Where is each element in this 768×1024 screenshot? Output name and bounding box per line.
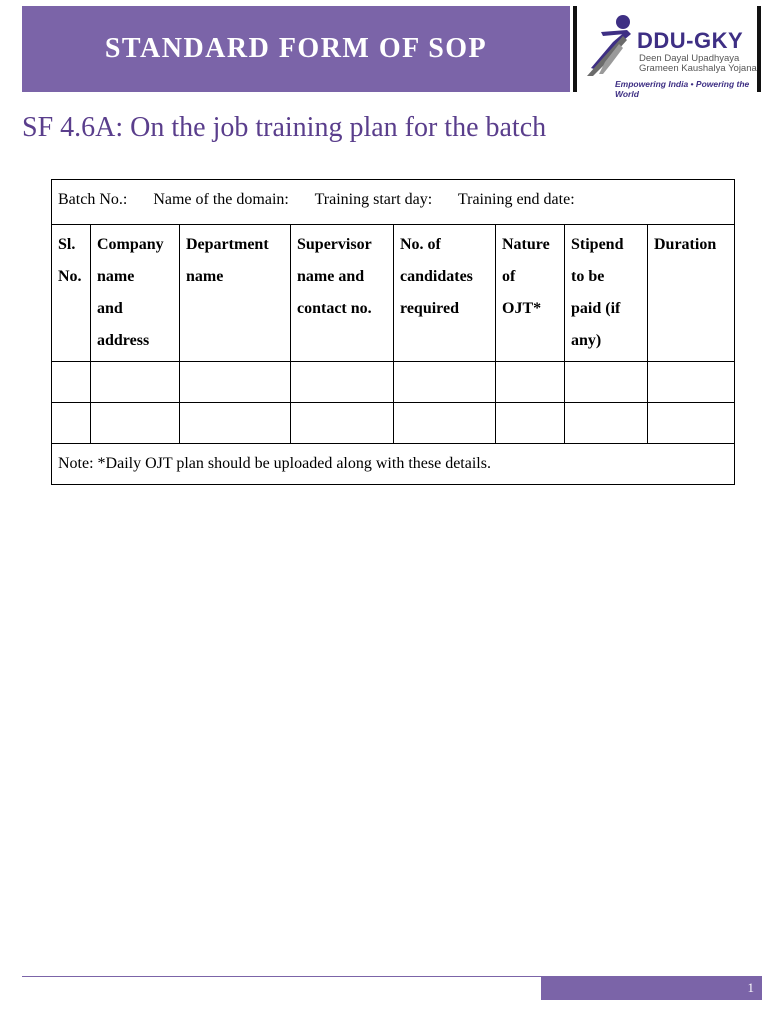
header-row [52, 225, 735, 362]
table-cell[interactable] [496, 403, 565, 444]
logo-figure-icon [583, 12, 643, 78]
table-cell[interactable] [91, 362, 180, 403]
ddu-gky-logo [573, 6, 761, 99]
training-start-label: Training start day: [314, 191, 433, 208]
col-header-sl-no: Sl. No. [52, 225, 91, 362]
table-cell[interactable] [394, 403, 496, 444]
col-header-supervisor: Supervisor name and contact no. [291, 225, 394, 362]
table-cell[interactable] [52, 362, 91, 403]
col-header-nature: Nature of OJT* [496, 225, 565, 362]
table-row [52, 403, 735, 444]
training-end-label: Training end date: [457, 191, 575, 208]
batch-no-label: Batch No.: [58, 191, 128, 208]
page-title: SF 4.6A: On the job training plan for the batch [22, 112, 547, 143]
col-header-company: Company name and address [91, 225, 180, 362]
page-number: 1 [747, 980, 754, 995]
table-cell[interactable] [565, 362, 648, 403]
note-row [52, 444, 735, 485]
note-text: Note: *Daily OJT plan should be uploaded along with these details. [52, 444, 735, 485]
logo-subtitle-line1: Deen Dayal Upadhyaya [639, 53, 740, 64]
table-cell[interactable] [180, 403, 291, 444]
table-cell[interactable] [648, 403, 735, 444]
header-title: STANDARD FORM OF SOP [104, 33, 488, 64]
table-cell[interactable] [648, 362, 735, 403]
table-cell[interactable] [394, 362, 496, 403]
footer-page-box [541, 977, 762, 1000]
table-cell[interactable] [565, 403, 648, 444]
table-cell[interactable] [52, 403, 91, 444]
logo-tagline: Empowering India • Powering the World [615, 79, 750, 99]
col-header-candidates: No. of candidates required [394, 225, 496, 362]
table-cell[interactable] [496, 362, 565, 403]
domain-name-label: Name of the domain: [153, 191, 289, 208]
ojt-plan-table [51, 179, 735, 485]
header-banner [22, 6, 570, 92]
table-cell[interactable] [291, 362, 394, 403]
table-cell[interactable] [180, 362, 291, 403]
logo-name: DDU-GKY [637, 28, 744, 53]
table-row [52, 362, 735, 403]
logo-subtitle-line2: Grameen Kaushalya Yojana [639, 63, 757, 74]
batch-info-row [52, 180, 735, 225]
col-header-stipend: Stipend to be paid (if any) [565, 225, 648, 362]
batch-info-cell [52, 180, 735, 225]
table-cell[interactable] [291, 403, 394, 444]
col-header-department: Department name [180, 225, 291, 362]
table-cell[interactable] [91, 403, 180, 444]
col-header-duration: Duration [648, 225, 735, 362]
